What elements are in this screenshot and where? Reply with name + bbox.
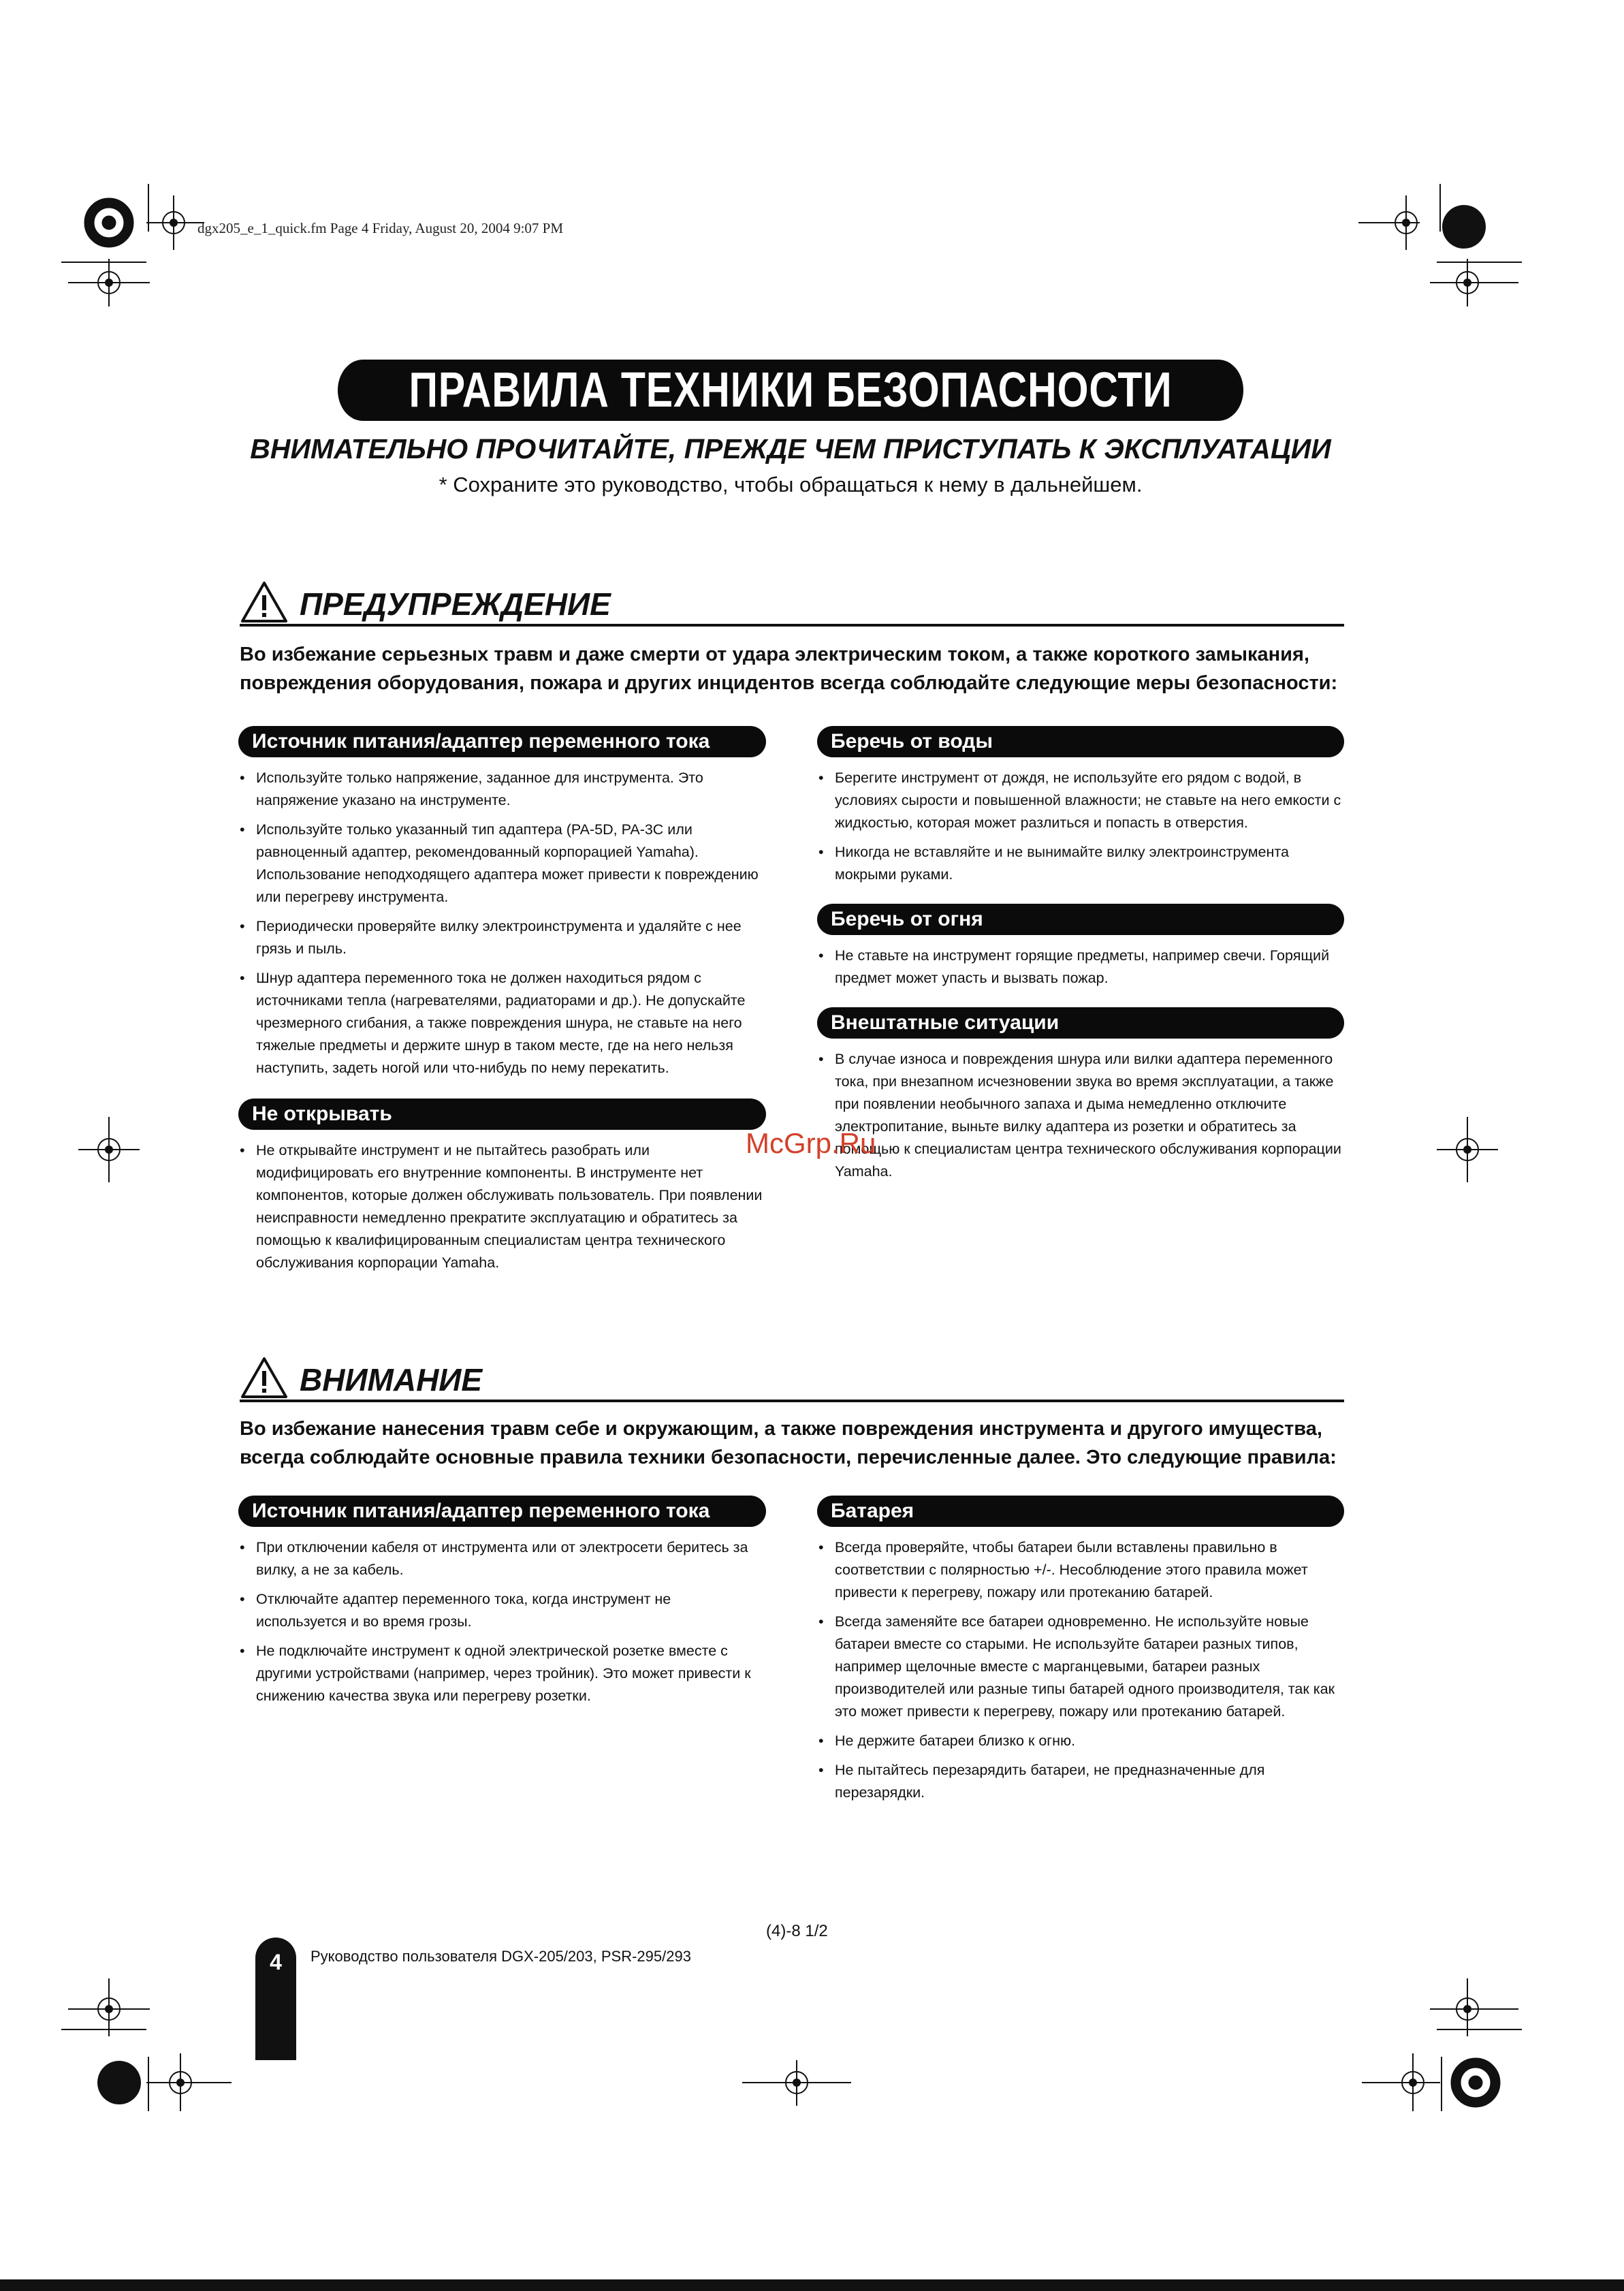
caution-triangle-icon — [240, 1356, 289, 1400]
list-item: • В случае износа и повреждения шнура или вилки адаптера переменного тока, при внезапном исчезновении звука во время эксплуатации, а также при появлении необычного запаха и дыма немедленно отключите электропитание, выньте вилку адаптера из розетки и обратитесь за помощью к специалистам центра технического обслуживания корпорации Yamaha. — [817, 1048, 1341, 1183]
warning-triangle-icon — [240, 580, 289, 624]
list-item: • Периодически проверяйте вилку электроинструмента и удаляйте с нее грязь и пыль. — [238, 915, 763, 960]
dot-bottom-left — [97, 2061, 141, 2104]
list-item: • Используйте только указанный тип адаптера (PA-5D, PA-3C или равноценный адаптер, рекомендованный корпорацией Yamaha). Использование неподходящего адаптера может привести к повреждению или перегреву инструмента. — [238, 819, 763, 908]
crosshair-bottom-left-1 — [68, 1978, 150, 2036]
crosshair-top-left-2 — [68, 259, 150, 306]
list-item: • При отключении кабеля от инструмента или от электросети беритесь за вилку, а не за кабель. — [238, 1536, 763, 1581]
caution-battery-list — [817, 1536, 1341, 1804]
warning-power-list — [238, 767, 763, 1079]
list-item: • Не держите батареи близко к огню. — [817, 1730, 1341, 1752]
list-item: • Всегда заменяйте все батареи одновременно. Не используйте новые батареи вместе со старыми. Не используйте батареи разных типов, например щелочные вместе с марганцевыми, батареи разных производителей или разные типы батарей одного производителя, так как это может привести к перегреву, пожару или протеканию батарей. — [817, 1611, 1341, 1723]
warning-water-list — [817, 767, 1341, 886]
caution-right-column — [817, 1496, 1344, 1811]
warning-open-list — [238, 1139, 763, 1274]
list-item: • Не открывайте инструмент и не пытайтесь разобрать или модифицировать его внутренние компоненты. В инструменте нет компонентов, которые должен обслуживать пользователь. При появлении неисправности немедленно прекратите эксплуатацию и обратитесь за помощью к квалифицированным специалистам центра технического обслуживания корпорации Yamaha. — [238, 1139, 763, 1274]
page-code: (4)-8 1/2 — [766, 1922, 828, 1940]
caution-heading: ВНИМАНИЕ — [300, 1362, 483, 1397]
crosshair-top-right-2 — [1430, 259, 1518, 306]
warning-emergency-list — [817, 1048, 1341, 1183]
list-item: • Не ставьте на инструмент горящие предметы, например свечи. Горящий предмет может упасть и вызвать пожар. — [817, 945, 1341, 990]
warning-header — [240, 576, 1344, 627]
list-item: • Шнур адаптера переменного тока не должен находиться рядом с источниками тепла (нагревателями, радиаторами и др.). Не допускайте чрезмерного сгибания, а также повреждения шнура, не ставьте на него тяжелые предметы и держите шнур в таком месте, где на него нельзя наступить, задеть ногой или что-нибудь по нему перекатить. — [238, 967, 763, 1079]
file-header: dgx205_e_1_quick.fm Page 4 Friday, August 20, 2004 9:07 PM — [197, 220, 564, 236]
list-item: • Не подключайте инструмент к одной электрической розетке вместе с другими устройствами (например, через тройник). Это может привести к снижению качества звука или перегреву розетки. — [238, 1640, 763, 1707]
warning-water-header: Беречь от воды — [817, 726, 1344, 757]
page-number-tab: 4 — [255, 1938, 296, 2060]
warning-fire-list — [817, 945, 1341, 990]
bottom-edge-bar — [0, 2279, 1624, 2291]
caution-power-header: Источник питания/адаптер переменного тока — [238, 1496, 766, 1527]
watermark: McGrp.Ru — [746, 1127, 876, 1159]
warning-right-column — [817, 726, 1344, 1190]
crosshair-top-right-1 — [1358, 195, 1420, 250]
caution-intro: Во избежание нанесения травм себе и окружающим, а также повреждения инструмента и другого имущества, всегда соблюдайте основные правила техники безопасности, перечисленные далее. Это следующие правила: — [240, 1418, 1337, 1468]
caution-left-column — [238, 1496, 766, 1714]
warning-left-column — [238, 726, 766, 1281]
dot-top-right — [1442, 205, 1486, 249]
crosshair-top-left-1 — [146, 195, 204, 250]
warning-fire-header: Беречь от огня — [817, 904, 1344, 935]
caution-header — [240, 1352, 1344, 1402]
list-item: • Не пытайтесь перезарядить батареи, не предназначенные для перезарядки. — [817, 1759, 1341, 1804]
warning-emergency-header: Внештатные ситуации — [817, 1007, 1344, 1039]
crosshair-bottom-right-2 — [1362, 2053, 1440, 2111]
save-note: * Сохраните это руководство, чтобы обращаться к нему в дальнейшем. — [439, 473, 1143, 496]
caution-section — [240, 1352, 1344, 1472]
warning-heading: ПРЕДУПРЕЖДЕНИЕ — [300, 586, 611, 622]
crosshair-mid-right — [1437, 1117, 1498, 1182]
caution-battery-header: Батарея — [817, 1496, 1344, 1527]
warning-intro: Во избежание серьезных травм и даже смерти от удара электрическим током, а также короткого замыкания, повреждения оборудования, пожара и других инцидентов всегда соблюдайте следующие меры безопасности: — [240, 644, 1338, 694]
warning-open-header: Не открывать — [238, 1099, 766, 1130]
list-item: • Используйте только напряжение, заданное для инструмента. Это напряжение указано на инструменте. — [238, 767, 763, 812]
list-item: • Всегда проверяйте, чтобы батареи были вставлены правильно в соответствии с полярностью +/-. Несоблюдение этого правила может привести к перегреву, пожару или протеканию батарей. — [817, 1536, 1341, 1604]
rosette-bottom-right — [1451, 2058, 1500, 2107]
footer-manual-title: Руководство пользователя DGX-205/203, PSR-295/293 — [311, 1948, 691, 1965]
crosshair-bottom-left-2 — [146, 2053, 232, 2111]
list-item: • Берегите инструмент от дождя, не используйте его рядом с водой, в условиях сырости и повышенной влажности; не ставьте на него емкости с жидкостью, которая может разлиться и попасть в отверстия. — [817, 767, 1341, 834]
list-item: • Отключайте адаптер переменного тока, когда инструмент не используется и во время грозы. — [238, 1588, 763, 1633]
warning-power-header: Источник питания/адаптер переменного тока — [238, 726, 766, 757]
rosette-top-left — [84, 198, 133, 247]
warning-section — [240, 576, 1344, 697]
crosshair-mid-left — [78, 1117, 140, 1182]
page-subtitle: ВНИМАТЕЛЬНО ПРОЧИТАЙТЕ, ПРЕЖДЕ ЧЕМ ПРИСТУПАТЬ К ЭКСПЛУАТАЦИИ — [250, 433, 1331, 464]
crosshair-bottom-center — [742, 2060, 851, 2106]
list-item: • Никогда не вставляйте и не вынимайте вилку электроинструмента мокрыми руками. — [817, 841, 1341, 886]
page-title: ПРАВИЛА ТЕХНИКИ БЕЗОПАСНОСТИ — [338, 360, 1243, 421]
caution-power-list — [238, 1536, 763, 1707]
crosshair-bottom-right-1 — [1430, 1978, 1518, 2036]
